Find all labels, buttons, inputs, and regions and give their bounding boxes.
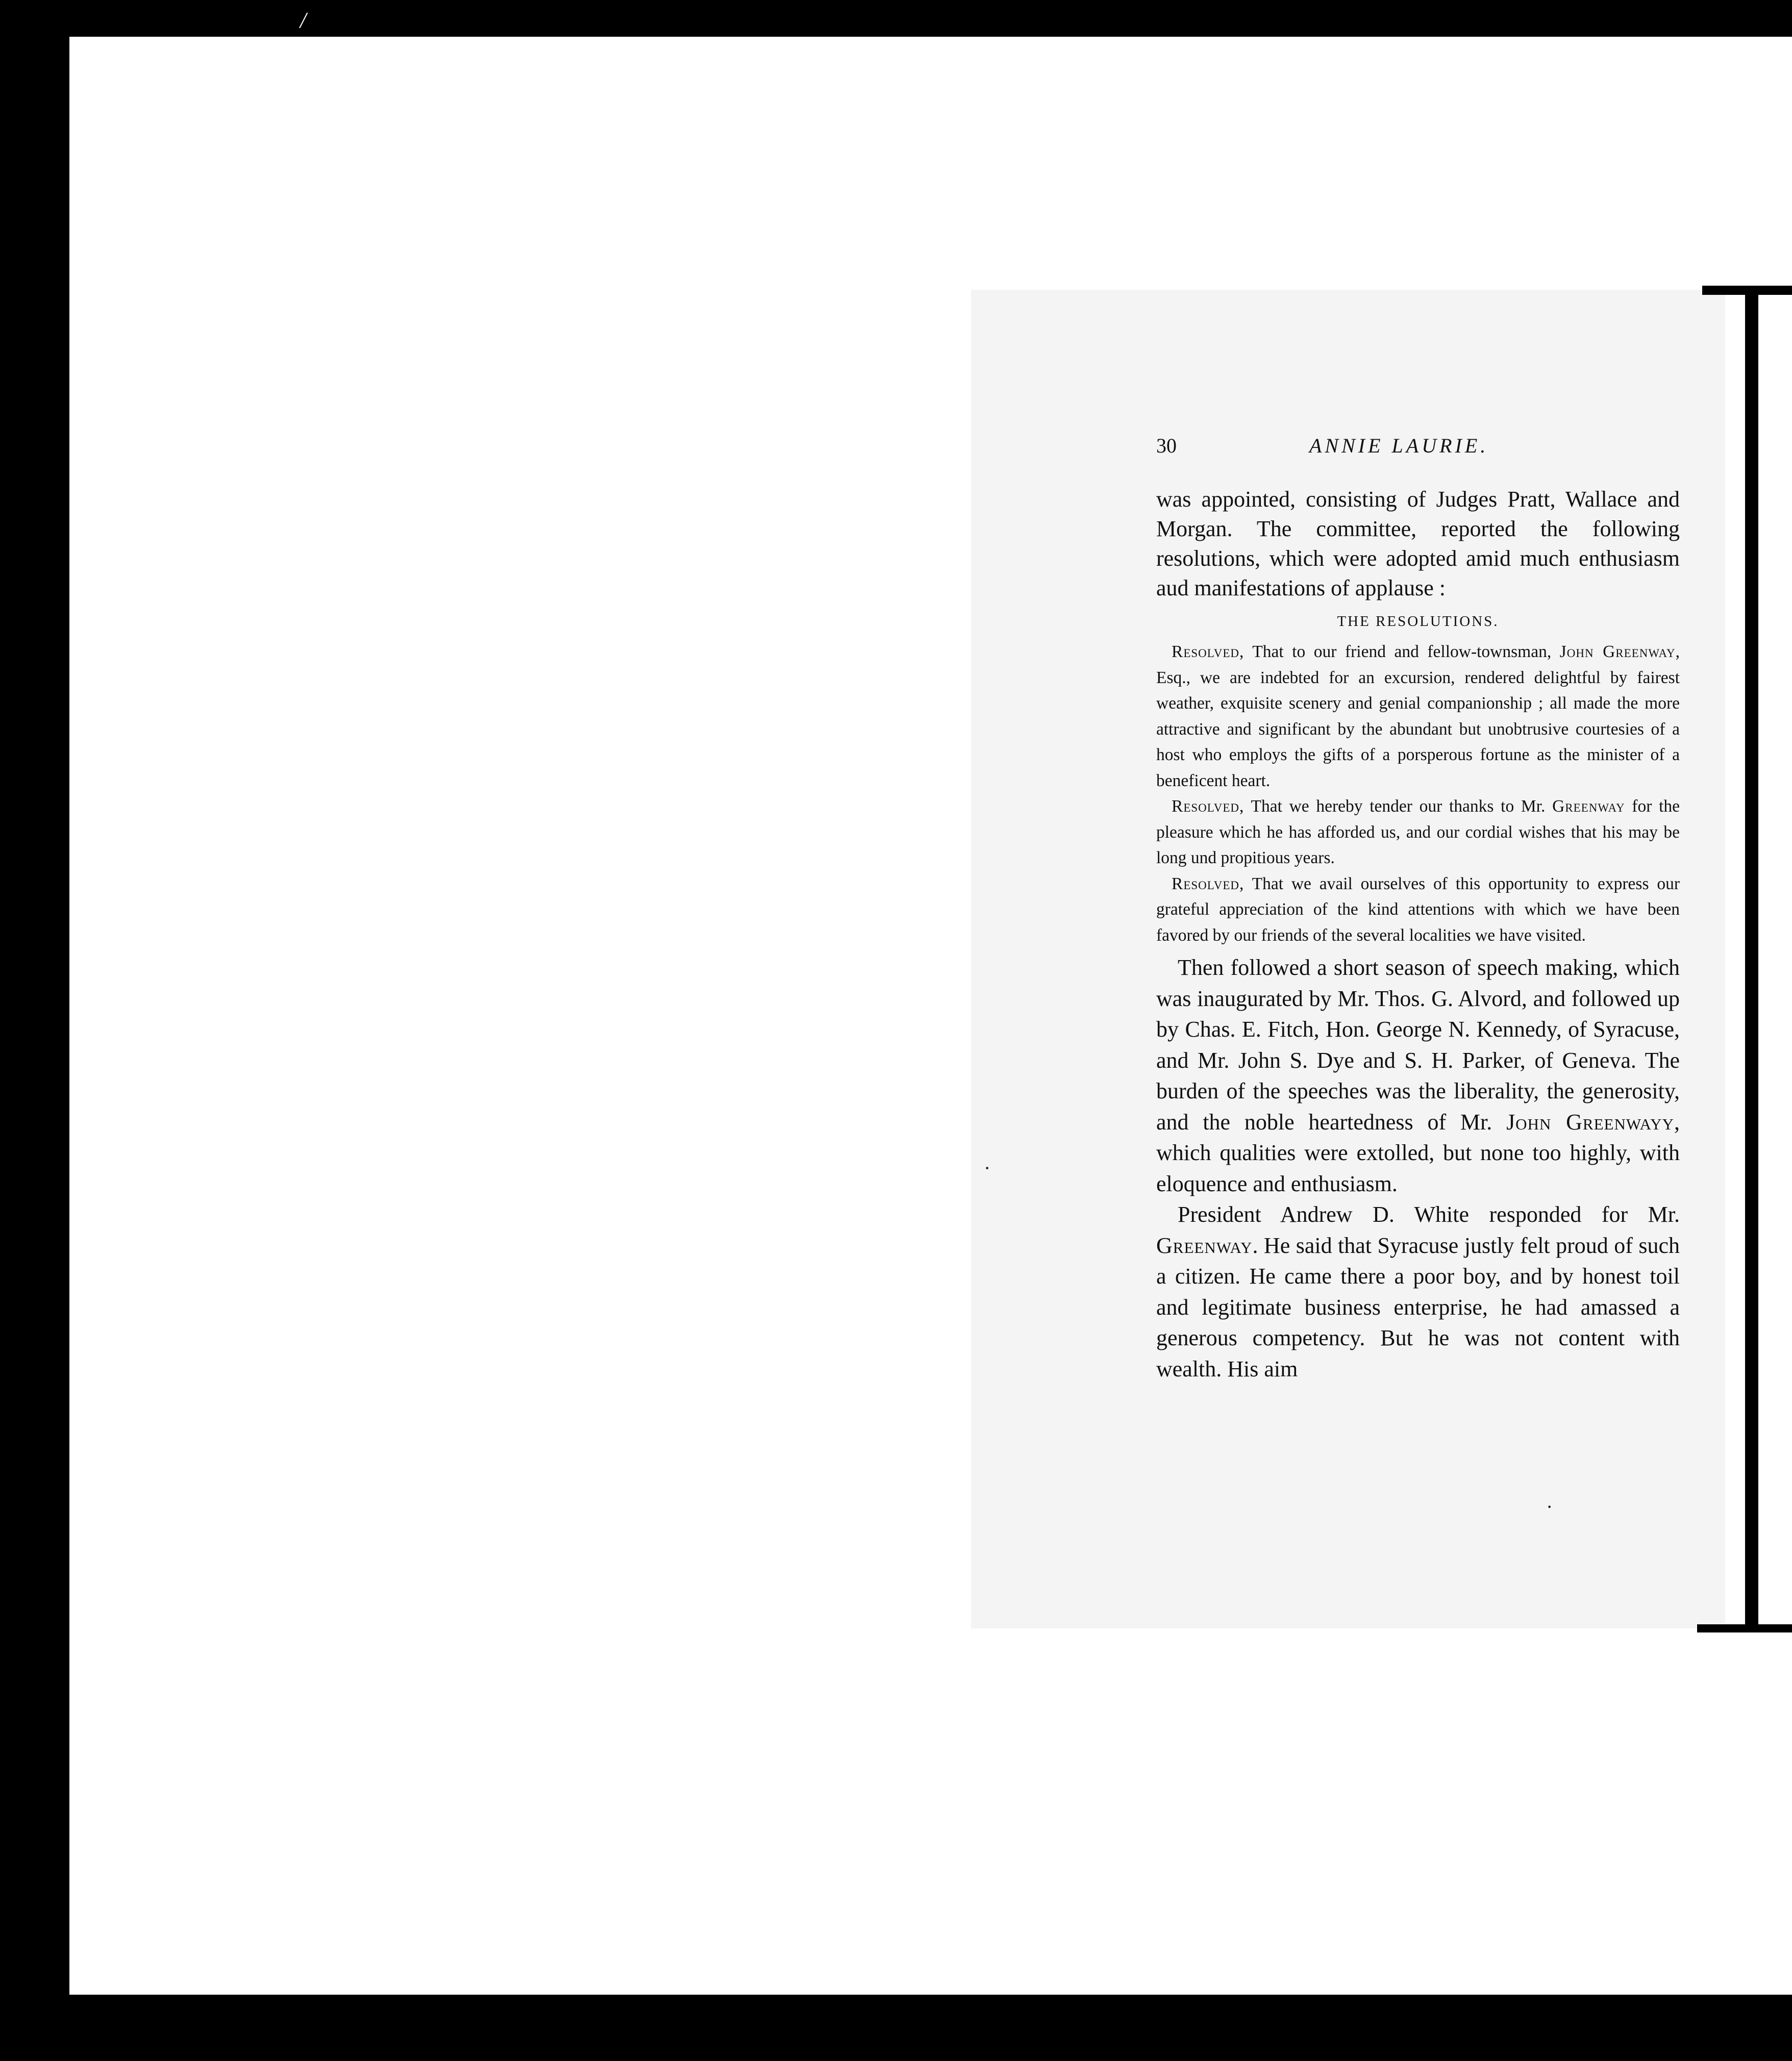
resolution-text: That we hereby tender our thanks to Mr. xyxy=(1244,797,1553,816)
running-head xyxy=(1156,434,1680,465)
resolution-text: for the pleasure which he has afforded us, and our cordial wishes that his may be long und propitious years. xyxy=(1156,797,1680,867)
spine-cap-bottom xyxy=(1697,1624,1792,1632)
page-text-block xyxy=(1156,434,1680,1385)
resolution-text: That we avail ourselves of this opportunity to express our grateful appreciation of the kind attentions with which we have been favored by our friends of the several localities we have visited. xyxy=(1156,874,1680,945)
resolution-text: , Esq., we are indebted for an excursion, rendered delightful by fairest weather, exquisite scenery and genial companionship ; all made the more attractive and significant by the abundant but unobtrusive courtesies of a host who employs the gifts of a porsperous fortune as the minister of a beneficent heart. xyxy=(1156,642,1680,790)
paragraph-text: Then followed a short season of speech making, which was inaugurated by Mr. Thos. G. Alvord, and followed up by Chas. E. Fitch, Hon. George N. Kennedy, of Syracuse, and Mr. John S. Dye and S. H. Parker, of Geneva. The burden of the speeches was the liberality, the generosity, and the noble heartedness of Mr. xyxy=(1156,955,1680,1135)
scan-speck: / xyxy=(300,8,307,33)
resolution-lead: Resolved, xyxy=(1172,642,1245,661)
resolution-name: Greenway xyxy=(1552,797,1625,816)
resolutions-heading: THE RESOLUTIONS. xyxy=(1337,613,1499,630)
resolution-2 xyxy=(1156,794,1680,871)
resolution-1 xyxy=(1156,639,1680,794)
paragraph-text: , which qualities were extolled, but none too highly, with eloquence and enthusiasm. xyxy=(1156,1109,1680,1196)
resolution-lead: Resolved, xyxy=(1172,874,1245,893)
person-name: John Greenwayy xyxy=(1506,1109,1674,1135)
resolution-name: John Greenway xyxy=(1559,642,1676,661)
paragraph-text: President Andrew D. White responded for Mr. xyxy=(1178,1202,1680,1227)
person-name: Greenway xyxy=(1156,1233,1253,1258)
speech-section xyxy=(1156,952,1680,1385)
white-paragraph xyxy=(1156,1199,1680,1385)
resolution-text: That to our friend and fellow-townsman, xyxy=(1244,642,1560,661)
page-number: 30 xyxy=(1156,434,1177,457)
resolution-3 xyxy=(1156,871,1680,949)
speech-paragraph xyxy=(1156,952,1680,1199)
scan-dot: · xyxy=(984,1157,991,1179)
book-spine-bar xyxy=(1745,292,1758,1629)
resolution-lead: Resolved, xyxy=(1172,797,1245,816)
scan-dot: · xyxy=(1546,1495,1553,1518)
intro-paragraph: was appointed, consisting of Judges Pratt, Wallace and Morgan. The committee, reported the following resolutions, which were adopted amid much enthusiasm aud manifestations of applause : xyxy=(1156,487,1680,600)
paragraph-text: . He said that Syracuse justly felt proud of such a citizen. He came there a poor boy, and by honest toil and legitimate business enterprise, he had amassed a generous competency. But he was not content with wealth. His aim xyxy=(1156,1233,1680,1381)
book-title: ANNIE LAURIE. xyxy=(1309,434,1489,457)
